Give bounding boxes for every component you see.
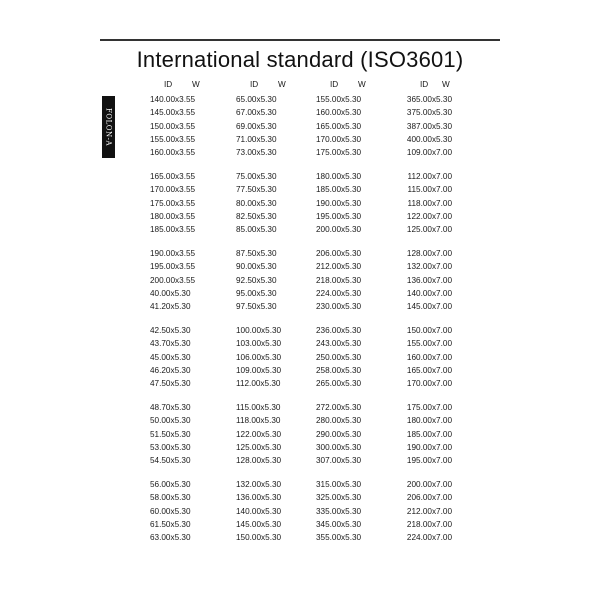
size-cell: 41.20x5.30 bbox=[150, 302, 191, 312]
top-rule bbox=[100, 39, 500, 41]
size-cell: 280.00x5.30 bbox=[316, 416, 362, 426]
size-cell: 145.00x7.00 bbox=[406, 302, 452, 312]
size-cell: 170.00x3.55 bbox=[150, 185, 196, 195]
size-cell: 195.00x3.55 bbox=[150, 262, 196, 272]
size-cell: 132.00x7.00 bbox=[406, 262, 452, 272]
size-cell: 75.00x5.30 bbox=[236, 172, 277, 181]
size-cell: 243.00x5.30 bbox=[316, 339, 362, 349]
size-cell: 375.00x5.30 bbox=[406, 108, 452, 118]
size-cell: 307.00x5.30 bbox=[316, 456, 362, 466]
size-cell: 236.00x5.30 bbox=[316, 326, 362, 335]
size-cell: 77.50x5.30 bbox=[236, 185, 277, 195]
size-cell: 40.00x5.30 bbox=[150, 288, 191, 298]
size-cell: 67.00x5.30 bbox=[236, 108, 277, 118]
size-cell: 95.00x5.30 bbox=[236, 288, 277, 298]
header-w: W bbox=[442, 80, 450, 89]
size-cell: 47.50x5.30 bbox=[150, 379, 191, 389]
size-cell: 140.00x3.55 bbox=[150, 95, 196, 104]
size-cell: 170.00x5.30 bbox=[316, 134, 362, 144]
size-cell: 387.00x5.30 bbox=[406, 121, 452, 131]
size-cell: 118.00x7.00 bbox=[407, 198, 452, 208]
size-cell: 185.00x3.55 bbox=[150, 225, 196, 235]
column-header bbox=[316, 80, 386, 92]
size-cell: 150.00x3.55 bbox=[150, 121, 196, 131]
header-w: W bbox=[192, 80, 200, 89]
size-cell: 250.00x5.30 bbox=[316, 352, 362, 362]
size-cell: 155.00x7.00 bbox=[406, 339, 452, 349]
size-cell: 325.00x5.30 bbox=[316, 493, 362, 503]
size-cell: 258.00x5.30 bbox=[316, 365, 362, 375]
size-cell: 160.00x7.00 bbox=[406, 352, 452, 362]
size-cell: 73.00x5.30 bbox=[236, 148, 277, 158]
size-cell: 400.00x5.30 bbox=[406, 134, 452, 144]
size-cell: 60.00x5.30 bbox=[150, 506, 191, 516]
size-cell: 115.00x7.00 bbox=[407, 185, 452, 195]
size-cell: 224.00x5.30 bbox=[316, 288, 362, 298]
size-cell: 51.50x5.30 bbox=[150, 429, 191, 439]
size-cell: 175.00x7.00 bbox=[406, 403, 452, 412]
size-cell: 335.00x5.30 bbox=[316, 506, 362, 516]
header-id: ID bbox=[250, 80, 259, 89]
size-cell: 175.00x3.55 bbox=[150, 198, 196, 208]
header-id: ID bbox=[164, 80, 173, 89]
size-cell: 103.00x5.30 bbox=[236, 339, 282, 349]
size-cell: 125.00x7.00 bbox=[406, 225, 452, 235]
size-cell: 218.00x7.00 bbox=[406, 519, 452, 529]
size-cell: 160.00x5.30 bbox=[316, 108, 362, 118]
size-cell: 115.00x5.30 bbox=[236, 403, 281, 412]
size-cell: 106.00x5.30 bbox=[236, 352, 282, 362]
size-cell: 109.00x7.00 bbox=[406, 148, 452, 158]
size-cell: 224.00x7.00 bbox=[406, 533, 452, 543]
size-cell: 90.00x5.30 bbox=[236, 262, 277, 272]
size-cell: 150.00x7.00 bbox=[406, 326, 452, 335]
size-cell: 265.00x5.30 bbox=[316, 379, 362, 389]
size-cell: 272.00x5.30 bbox=[316, 403, 362, 412]
size-cell: 140.00x7.00 bbox=[406, 288, 452, 298]
size-cell: 50.00x5.30 bbox=[150, 416, 191, 426]
size-cell: 195.00x5.30 bbox=[316, 211, 362, 221]
size-cell: 53.00x5.30 bbox=[150, 442, 191, 452]
size-cell: 218.00x5.30 bbox=[316, 275, 362, 285]
size-cell: 290.00x5.30 bbox=[316, 429, 362, 439]
size-cell: 300.00x5.30 bbox=[316, 442, 362, 452]
size-cell: 118.00x5.30 bbox=[236, 416, 281, 426]
size-cell: 125.00x5.30 bbox=[236, 442, 282, 452]
size-cell: 87.50x5.30 bbox=[236, 249, 277, 258]
size-cell: 80.00x5.30 bbox=[236, 198, 277, 208]
size-cell: 185.00x7.00 bbox=[406, 429, 452, 439]
size-cell: 190.00x5.30 bbox=[316, 198, 362, 208]
size-cell: 56.00x5.30 bbox=[150, 480, 191, 489]
size-cell: 48.70x5.30 bbox=[150, 403, 191, 412]
size-cell: 140.00x5.30 bbox=[236, 506, 282, 516]
size-cell: 63.00x5.30 bbox=[150, 533, 191, 543]
size-cell: 46.20x5.30 bbox=[150, 365, 191, 375]
size-cell: 165.00x3.55 bbox=[150, 172, 196, 181]
size-cell: 100.00x5.30 bbox=[236, 326, 282, 335]
size-cell: 165.00x5.30 bbox=[316, 121, 362, 131]
size-cell: 122.00x5.30 bbox=[236, 429, 282, 439]
size-cell: 61.50x5.30 bbox=[150, 519, 191, 529]
size-cell: 128.00x5.30 bbox=[236, 456, 282, 466]
column-header bbox=[236, 80, 306, 92]
size-cell: 345.00x5.30 bbox=[316, 519, 362, 529]
header-w: W bbox=[278, 80, 286, 89]
size-cell: 97.50x5.30 bbox=[236, 302, 277, 312]
size-cell: 200.00x7.00 bbox=[406, 480, 452, 489]
size-cell: 175.00x5.30 bbox=[316, 148, 362, 158]
size-cell: 136.00x7.00 bbox=[406, 275, 452, 285]
size-cell: 145.00x3.55 bbox=[150, 108, 196, 118]
column-header bbox=[404, 80, 474, 92]
size-cell: 122.00x7.00 bbox=[406, 211, 452, 221]
size-cell: 58.00x5.30 bbox=[150, 493, 191, 503]
size-cell: 170.00x7.00 bbox=[406, 379, 452, 389]
size-cell: 145.00x5.30 bbox=[236, 519, 282, 529]
size-cell: 212.00x7.00 bbox=[406, 506, 452, 516]
size-cell: 200.00x5.30 bbox=[316, 225, 362, 235]
size-cell: 136.00x5.30 bbox=[236, 493, 282, 503]
size-cell: 132.00x5.30 bbox=[236, 480, 282, 489]
size-cell: 45.00x5.30 bbox=[150, 352, 191, 362]
size-cell: 92.50x5.30 bbox=[236, 275, 277, 285]
size-cell: 112.00x5.30 bbox=[236, 379, 281, 389]
size-cell: 180.00x7.00 bbox=[406, 416, 452, 426]
size-cell: 42.50x5.30 bbox=[150, 326, 191, 335]
size-cell: 180.00x3.55 bbox=[150, 211, 196, 221]
size-cell: 155.00x3.55 bbox=[150, 134, 196, 144]
size-cell: 206.00x5.30 bbox=[316, 249, 362, 258]
header-id: ID bbox=[420, 80, 429, 89]
header-id: ID bbox=[330, 80, 339, 89]
size-cell: 112.00x7.00 bbox=[407, 172, 452, 181]
size-cell: 155.00x5.30 bbox=[316, 95, 362, 104]
size-cell: 315.00x5.30 bbox=[316, 480, 362, 489]
page-title: International standard (ISO3601) bbox=[136, 47, 464, 72]
size-cell: 206.00x7.00 bbox=[406, 493, 452, 503]
size-cell: 212.00x5.30 bbox=[316, 262, 362, 272]
header-w: W bbox=[358, 80, 366, 89]
size-cell: 165.00x7.00 bbox=[406, 365, 452, 375]
size-cell: 71.00x5.30 bbox=[236, 134, 277, 144]
size-cell: 69.00x5.30 bbox=[236, 121, 277, 131]
side-tab bbox=[102, 96, 115, 158]
side-tab-label: FOLON-A bbox=[104, 107, 113, 147]
size-cell: 65.00x5.30 bbox=[236, 95, 277, 104]
size-cell: 160.00x3.55 bbox=[150, 148, 196, 158]
size-cell: 355.00x5.30 bbox=[316, 533, 362, 543]
column-header bbox=[150, 80, 220, 92]
size-cell: 85.00x5.30 bbox=[236, 225, 277, 235]
size-cell: 190.00x3.55 bbox=[150, 249, 196, 258]
size-cell: 200.00x3.55 bbox=[150, 275, 196, 285]
size-cell: 54.50x5.30 bbox=[150, 456, 191, 466]
size-cell: 365.00x5.30 bbox=[406, 95, 452, 104]
size-cell: 190.00x7.00 bbox=[406, 442, 452, 452]
size-cell: 185.00x5.30 bbox=[316, 185, 362, 195]
size-cell: 195.00x7.00 bbox=[406, 456, 452, 466]
size-cell: 150.00x5.30 bbox=[236, 533, 282, 543]
size-cell: 128.00x7.00 bbox=[406, 249, 452, 258]
size-cell: 43.70x5.30 bbox=[150, 339, 191, 349]
size-cell: 82.50x5.30 bbox=[236, 211, 277, 221]
size-cell: 109.00x5.30 bbox=[236, 365, 282, 375]
size-cell: 180.00x5.30 bbox=[316, 172, 362, 181]
size-cell: 230.00x5.30 bbox=[316, 302, 362, 312]
